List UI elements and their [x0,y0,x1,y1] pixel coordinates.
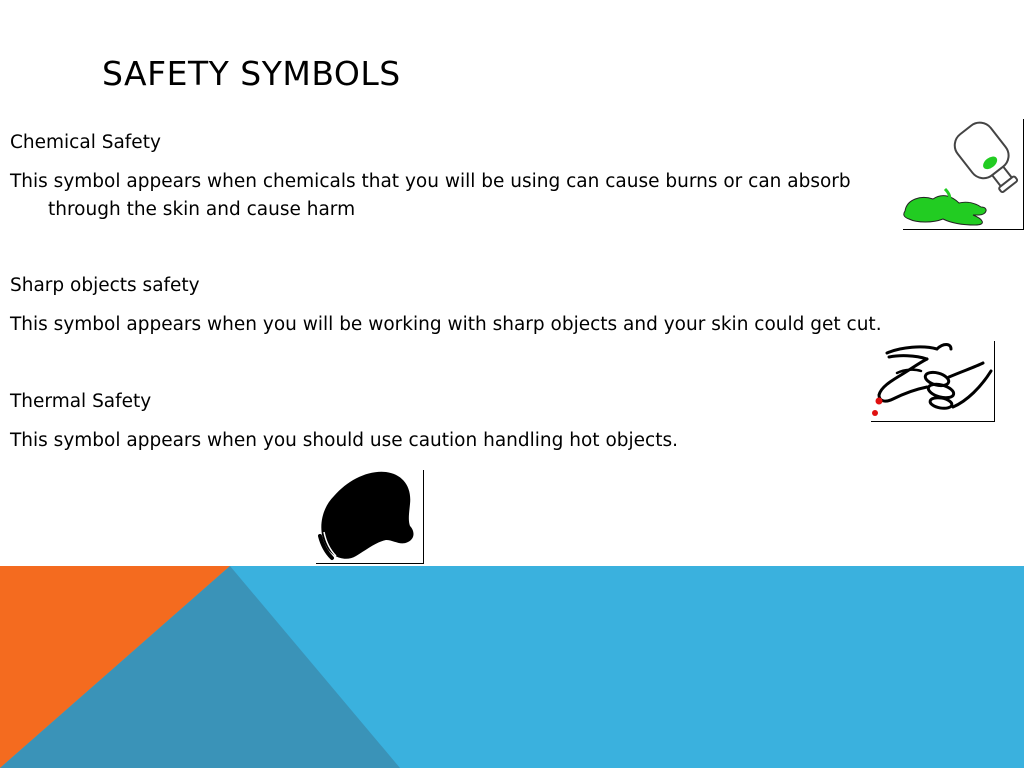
oven-mitt-icon [316,470,424,564]
chemical-safety-heading: Chemical Safety [10,132,161,153]
footer-decoration [0,566,1024,768]
sharp-objects-description: This symbol appears when you will be working with sharp objects and your skin could get cut. [10,314,882,335]
thermal-safety-heading: Thermal Safety [10,391,152,412]
chemical-spill-icon [903,119,1024,230]
cut-finger-icon [871,341,995,422]
thermal-safety-description: This symbol appears when you should use caution handling hot objects. [10,430,678,451]
slide-title: SAFETY SYMBOLS [102,54,401,93]
sharp-objects-heading: Sharp objects safety [10,275,200,296]
chemical-safety-description: This symbol appears when chemicals that you will be using can cause burns or can absorb through the skin and cause harm [10,171,851,220]
